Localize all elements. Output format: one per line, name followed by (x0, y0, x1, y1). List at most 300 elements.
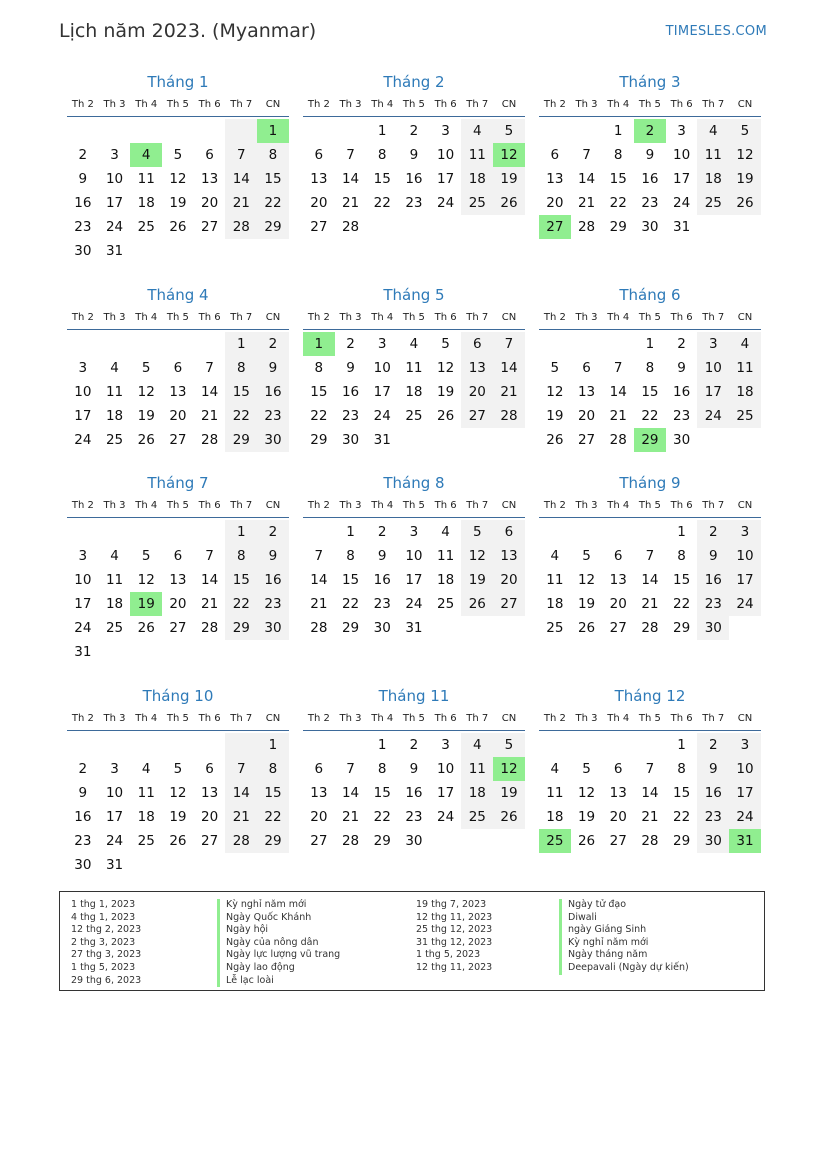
day-cell[interactable]: 26 (729, 191, 761, 215)
day-cell[interactable]: 25 (105, 432, 124, 448)
day-cell[interactable]: 28 (341, 833, 360, 849)
day-cell[interactable]: 25 (137, 833, 155, 849)
day-cell[interactable]: 1 (613, 123, 623, 139)
day-cell[interactable]: 7 (582, 147, 591, 163)
day-cell[interactable]: 6 (461, 332, 493, 356)
day-cell[interactable]: 15 (373, 785, 391, 801)
day-cell[interactable]: 10 (729, 544, 761, 568)
day-cell[interactable]: 26 (169, 833, 187, 849)
day-cell[interactable]: 18 (137, 809, 155, 825)
day-cell[interactable]: 26 (493, 805, 525, 829)
day-cell[interactable]: 6 (173, 548, 183, 564)
day-cell[interactable]: 29 (673, 620, 691, 636)
day-cell[interactable]: 15 (225, 380, 257, 404)
day-cell[interactable]: 6 (173, 360, 183, 376)
day-cell[interactable]: 20 (169, 596, 187, 612)
day-cell[interactable]: 27 (201, 219, 219, 235)
day-cell[interactable]: 21 (341, 809, 360, 825)
day-cell[interactable]: 29 (257, 829, 289, 853)
day-cell[interactable]: 23 (257, 592, 289, 616)
day-cell[interactable]: 13 (609, 785, 627, 801)
day-cell[interactable]: 20 (609, 596, 627, 612)
day-cell[interactable]: 9 (645, 147, 655, 163)
day-cell[interactable]: 12 (169, 171, 187, 187)
day-cell[interactable]: 30 (74, 243, 92, 259)
day-cell[interactable]: 30 (405, 833, 423, 849)
day-cell[interactable]: 27 (539, 215, 571, 239)
day-cell[interactable]: 25 (105, 620, 124, 636)
day-cell[interactable]: 25 (729, 404, 761, 428)
day-cell[interactable]: 11 (105, 572, 124, 588)
day-cell[interactable]: 11 (105, 384, 124, 400)
day-cell[interactable]: 11 (437, 548, 455, 564)
day-cell[interactable]: 16 (257, 380, 289, 404)
day-cell[interactable]: 18 (546, 809, 564, 825)
day-cell[interactable]: 22 (225, 404, 257, 428)
day-cell[interactable]: 19 (169, 195, 187, 211)
day-cell[interactable]: 17 (673, 171, 691, 187)
day-cell[interactable]: 8 (346, 548, 355, 564)
day-cell[interactable]: 25 (697, 191, 729, 215)
day-cell[interactable]: 11 (546, 572, 564, 588)
day-cell[interactable]: 24 (105, 833, 124, 849)
day-cell[interactable]: 30 (373, 620, 391, 636)
day-cell[interactable]: 19 (493, 167, 525, 191)
day-cell[interactable]: 8 (645, 360, 655, 376)
day-cell[interactable]: 10 (373, 360, 391, 376)
day-cell[interactable]: 13 (310, 785, 328, 801)
day-cell[interactable]: 12 (461, 544, 493, 568)
day-cell[interactable]: 30 (697, 616, 729, 640)
day-cell[interactable]: 17 (105, 809, 124, 825)
day-cell[interactable]: 26 (577, 833, 596, 849)
day-cell[interactable]: 1 (225, 520, 257, 544)
day-cell[interactable]: 3 (729, 520, 761, 544)
day-cell[interactable]: 21 (201, 408, 219, 424)
day-cell[interactable]: 22 (373, 809, 391, 825)
day-cell[interactable]: 9 (346, 360, 355, 376)
day-cell[interactable]: 26 (437, 408, 455, 424)
day-cell[interactable]: 18 (546, 596, 564, 612)
day-cell[interactable]: 15 (641, 384, 659, 400)
day-cell[interactable]: 16 (697, 781, 729, 805)
day-cell[interactable]: 5 (141, 360, 151, 376)
day-cell[interactable]: 12 (137, 572, 155, 588)
day-cell[interactable]: 2 (346, 336, 355, 352)
day-cell[interactable]: 9 (697, 544, 729, 568)
day-cell[interactable]: 14 (201, 384, 219, 400)
day-cell[interactable]: 17 (405, 572, 423, 588)
day-cell[interactable]: 8 (314, 360, 324, 376)
day-cell[interactable]: 23 (405, 195, 423, 211)
day-cell[interactable]: 5 (141, 548, 151, 564)
day-cell[interactable]: 9 (78, 171, 88, 187)
day-cell[interactable]: 14 (341, 171, 360, 187)
day-cell[interactable]: 5 (493, 733, 525, 757)
day-cell[interactable]: 25 (461, 805, 493, 829)
day-cell[interactable]: 7 (205, 360, 214, 376)
day-cell[interactable]: 18 (105, 596, 124, 612)
day-cell[interactable]: 20 (493, 568, 525, 592)
day-cell[interactable]: 13 (169, 384, 187, 400)
day-cell[interactable]: 8 (677, 761, 686, 777)
day-cell[interactable]: 12 (437, 360, 455, 376)
day-cell[interactable]: 4 (441, 524, 450, 540)
day-cell[interactable]: 26 (577, 620, 596, 636)
day-cell[interactable]: 29 (634, 428, 666, 452)
day-cell[interactable]: 5 (729, 119, 761, 143)
day-cell[interactable]: 8 (377, 147, 387, 163)
day-cell[interactable]: 9 (697, 757, 729, 781)
day-cell[interactable]: 16 (405, 785, 423, 801)
day-cell[interactable]: 16 (673, 384, 691, 400)
day-cell[interactable]: 10 (697, 356, 729, 380)
day-cell[interactable]: 14 (609, 384, 627, 400)
day-cell[interactable]: 19 (546, 408, 564, 424)
day-cell[interactable]: 22 (609, 195, 627, 211)
day-cell[interactable]: 26 (169, 219, 187, 235)
day-cell[interactable]: 14 (225, 167, 257, 191)
day-cell[interactable]: 15 (673, 572, 691, 588)
day-cell[interactable]: 1 (257, 119, 289, 143)
day-cell[interactable]: 25 (137, 219, 155, 235)
day-cell[interactable]: 26 (137, 620, 155, 636)
day-cell[interactable]: 20 (169, 408, 187, 424)
day-cell[interactable]: 21 (341, 195, 360, 211)
day-cell[interactable]: 2 (78, 761, 88, 777)
day-cell[interactable]: 14 (225, 781, 257, 805)
day-cell[interactable]: 29 (673, 833, 691, 849)
day-cell[interactable]: 11 (137, 785, 155, 801)
day-cell[interactable]: 14 (577, 171, 596, 187)
day-cell[interactable]: 22 (257, 191, 289, 215)
day-cell[interactable]: 21 (641, 809, 659, 825)
day-cell[interactable]: 2 (697, 733, 729, 757)
day-cell[interactable]: 4 (461, 119, 493, 143)
day-cell[interactable]: 18 (137, 195, 155, 211)
day-cell[interactable]: 5 (493, 119, 525, 143)
day-cell[interactable]: 6 (314, 147, 324, 163)
day-cell[interactable]: 24 (729, 805, 761, 829)
day-cell[interactable]: 3 (78, 548, 88, 564)
day-cell[interactable]: 30 (257, 616, 289, 640)
day-cell[interactable]: 11 (697, 143, 729, 167)
day-cell[interactable]: 18 (405, 384, 423, 400)
day-cell[interactable]: 26 (546, 432, 564, 448)
day-cell[interactable]: 19 (130, 592, 162, 616)
day-cell[interactable]: 21 (225, 805, 257, 829)
day-cell[interactable]: 11 (461, 143, 493, 167)
day-cell[interactable]: 20 (310, 195, 328, 211)
day-cell[interactable]: 4 (729, 332, 761, 356)
day-cell[interactable]: 25 (546, 620, 564, 636)
day-cell[interactable]: 31 (673, 219, 691, 235)
day-cell[interactable]: 30 (697, 829, 729, 853)
day-cell[interactable]: 12 (729, 143, 761, 167)
day-cell[interactable]: 22 (373, 195, 391, 211)
day-cell[interactable]: 24 (437, 809, 455, 825)
day-cell[interactable]: 11 (546, 785, 564, 801)
day-cell[interactable]: 28 (225, 215, 257, 239)
day-cell[interactable]: 10 (729, 757, 761, 781)
site-link[interactable]: TIMESLES.COM (665, 24, 767, 39)
day-cell[interactable]: 18 (697, 167, 729, 191)
day-cell[interactable]: 3 (441, 123, 450, 139)
day-cell[interactable]: 24 (729, 592, 761, 616)
day-cell[interactable]: 5 (461, 520, 493, 544)
day-cell[interactable]: 18 (461, 781, 493, 805)
day-cell[interactable]: 26 (493, 191, 525, 215)
day-cell[interactable]: 11 (729, 356, 761, 380)
day-cell[interactable]: 12 (169, 785, 187, 801)
day-cell[interactable]: 12 (577, 785, 596, 801)
day-cell[interactable]: 5 (173, 147, 183, 163)
day-cell[interactable]: 22 (225, 592, 257, 616)
day-cell[interactable]: 12 (493, 757, 525, 781)
day-cell[interactable]: 16 (74, 195, 92, 211)
day-cell[interactable]: 21 (310, 596, 328, 612)
day-cell[interactable]: 17 (437, 785, 455, 801)
day-cell[interactable]: 28 (201, 432, 219, 448)
day-cell[interactable]: 10 (74, 572, 92, 588)
day-cell[interactable]: 10 (437, 761, 455, 777)
day-cell[interactable]: 20 (546, 195, 564, 211)
day-cell[interactable]: 4 (110, 548, 119, 564)
day-cell[interactable]: 27 (609, 620, 627, 636)
day-cell[interactable]: 12 (493, 143, 525, 167)
day-cell[interactable]: 18 (105, 408, 124, 424)
day-cell[interactable]: 25 (405, 408, 423, 424)
day-cell[interactable]: 2 (78, 147, 88, 163)
day-cell[interactable]: 31 (105, 243, 124, 259)
day-cell[interactable]: 28 (641, 833, 659, 849)
day-cell[interactable]: 13 (546, 171, 564, 187)
day-cell[interactable]: 25 (437, 596, 455, 612)
day-cell[interactable]: 28 (609, 432, 627, 448)
day-cell[interactable]: 2 (409, 123, 419, 139)
day-cell[interactable]: 16 (405, 171, 423, 187)
day-cell[interactable]: 29 (257, 215, 289, 239)
day-cell[interactable]: 2 (697, 520, 729, 544)
day-cell[interactable]: 3 (729, 733, 761, 757)
day-cell[interactable]: 15 (341, 572, 360, 588)
day-cell[interactable]: 1 (645, 336, 655, 352)
day-cell[interactable]: 13 (310, 171, 328, 187)
day-cell[interactable]: 13 (201, 785, 219, 801)
day-cell[interactable]: 21 (609, 408, 627, 424)
day-cell[interactable]: 14 (641, 572, 659, 588)
day-cell[interactable]: 17 (74, 408, 92, 424)
day-cell[interactable]: 6 (205, 147, 214, 163)
day-cell[interactable]: 17 (437, 171, 455, 187)
day-cell[interactable]: 7 (314, 548, 324, 564)
day-cell[interactable]: 26 (137, 432, 155, 448)
day-cell[interactable]: 28 (493, 404, 525, 428)
day-cell[interactable]: 20 (577, 408, 596, 424)
day-cell[interactable]: 28 (641, 620, 659, 636)
day-cell[interactable]: 31 (74, 644, 92, 660)
day-cell[interactable]: 21 (201, 596, 219, 612)
day-cell[interactable]: 30 (74, 857, 92, 873)
day-cell[interactable]: 28 (310, 620, 328, 636)
day-cell[interactable]: 28 (201, 620, 219, 636)
day-cell[interactable]: 7 (225, 757, 257, 781)
day-cell[interactable]: 7 (613, 360, 623, 376)
day-cell[interactable]: 12 (137, 384, 155, 400)
day-cell[interactable]: 9 (409, 147, 419, 163)
day-cell[interactable]: 3 (697, 332, 729, 356)
day-cell[interactable]: 12 (577, 572, 596, 588)
day-cell[interactable]: 24 (105, 219, 124, 235)
day-cell[interactable]: 3 (441, 737, 450, 753)
day-cell[interactable]: 4 (697, 119, 729, 143)
day-cell[interactable]: 19 (493, 781, 525, 805)
day-cell[interactable]: 7 (645, 761, 655, 777)
day-cell[interactable]: 23 (673, 408, 691, 424)
day-cell[interactable]: 19 (137, 408, 155, 424)
day-cell[interactable]: 1 (377, 737, 387, 753)
day-cell[interactable]: 24 (697, 404, 729, 428)
day-cell[interactable]: 1 (346, 524, 355, 540)
day-cell[interactable]: 30 (641, 219, 659, 235)
day-cell[interactable]: 19 (461, 568, 493, 592)
day-cell[interactable]: 23 (341, 408, 360, 424)
day-cell[interactable]: 20 (310, 809, 328, 825)
day-cell[interactable]: 20 (201, 809, 219, 825)
day-cell[interactable]: 4 (409, 336, 419, 352)
day-cell[interactable]: 22 (310, 408, 328, 424)
day-cell[interactable]: 3 (78, 360, 88, 376)
day-cell[interactable]: 2 (377, 524, 387, 540)
day-cell[interactable]: 11 (461, 757, 493, 781)
day-cell[interactable]: 6 (550, 147, 560, 163)
day-cell[interactable]: 31 (405, 620, 423, 636)
day-cell[interactable]: 29 (225, 428, 257, 452)
day-cell[interactable]: 27 (609, 833, 627, 849)
day-cell[interactable]: 8 (225, 544, 257, 568)
day-cell[interactable]: 7 (493, 332, 525, 356)
day-cell[interactable]: 22 (341, 596, 360, 612)
day-cell[interactable]: 30 (673, 432, 691, 448)
day-cell[interactable]: 2 (634, 119, 666, 143)
day-cell[interactable]: 21 (577, 195, 596, 211)
day-cell[interactable]: 15 (257, 167, 289, 191)
day-cell[interactable]: 11 (405, 360, 423, 376)
day-cell[interactable]: 24 (673, 195, 691, 211)
day-cell[interactable]: 27 (169, 620, 187, 636)
day-cell[interactable]: 14 (641, 785, 659, 801)
day-cell[interactable]: 8 (677, 548, 686, 564)
day-cell[interactable]: 27 (201, 833, 219, 849)
day-cell[interactable]: 2 (257, 520, 289, 544)
day-cell[interactable]: 26 (461, 592, 493, 616)
day-cell[interactable]: 4 (130, 143, 162, 167)
day-cell[interactable]: 14 (341, 785, 360, 801)
day-cell[interactable]: 23 (697, 592, 729, 616)
day-cell[interactable]: 25 (461, 191, 493, 215)
day-cell[interactable]: 22 (673, 596, 691, 612)
day-cell[interactable]: 4 (550, 761, 560, 777)
day-cell[interactable]: 17 (729, 781, 761, 805)
day-cell[interactable]: 13 (577, 384, 596, 400)
day-cell[interactable]: 20 (201, 195, 219, 211)
day-cell[interactable]: 9 (78, 785, 88, 801)
day-cell[interactable]: 10 (405, 548, 423, 564)
day-cell[interactable]: 16 (257, 568, 289, 592)
day-cell[interactable]: 27 (310, 219, 328, 235)
day-cell[interactable]: 7 (205, 548, 214, 564)
day-cell[interactable]: 8 (257, 757, 289, 781)
day-cell[interactable]: 19 (169, 809, 187, 825)
day-cell[interactable]: 10 (673, 147, 691, 163)
day-cell[interactable]: 8 (257, 143, 289, 167)
day-cell[interactable]: 29 (609, 219, 627, 235)
day-cell[interactable]: 13 (493, 544, 525, 568)
day-cell[interactable]: 3 (409, 524, 419, 540)
day-cell[interactable]: 9 (377, 548, 387, 564)
day-cell[interactable]: 3 (110, 761, 119, 777)
day-cell[interactable]: 1 (377, 123, 387, 139)
day-cell[interactable]: 19 (577, 809, 596, 825)
day-cell[interactable]: 29 (225, 616, 257, 640)
day-cell[interactable]: 19 (437, 384, 455, 400)
day-cell[interactable]: 27 (461, 404, 493, 428)
day-cell[interactable]: 14 (493, 356, 525, 380)
day-cell[interactable]: 10 (437, 147, 455, 163)
day-cell[interactable]: 5 (550, 360, 560, 376)
day-cell[interactable]: 15 (373, 171, 391, 187)
day-cell[interactable]: 18 (461, 167, 493, 191)
day-cell[interactable]: 24 (373, 408, 391, 424)
day-cell[interactable]: 5 (441, 336, 450, 352)
day-cell[interactable]: 31 (105, 857, 124, 873)
day-cell[interactable]: 1 (257, 733, 289, 757)
day-cell[interactable]: 23 (74, 833, 92, 849)
day-cell[interactable]: 18 (729, 380, 761, 404)
day-cell[interactable]: 5 (582, 761, 591, 777)
day-cell[interactable]: 20 (461, 380, 493, 404)
day-cell[interactable]: 18 (437, 572, 455, 588)
day-cell[interactable]: 10 (105, 785, 124, 801)
day-cell[interactable]: 17 (105, 195, 124, 211)
day-cell[interactable]: 7 (645, 548, 655, 564)
day-cell[interactable]: 6 (582, 360, 591, 376)
day-cell[interactable]: 27 (169, 432, 187, 448)
day-cell[interactable]: 31 (373, 432, 391, 448)
day-cell[interactable]: 10 (105, 171, 124, 187)
day-cell[interactable]: 24 (74, 620, 92, 636)
day-cell[interactable]: 8 (225, 356, 257, 380)
day-cell[interactable]: 17 (373, 384, 391, 400)
day-cell[interactable]: 14 (310, 572, 328, 588)
day-cell[interactable]: 16 (697, 568, 729, 592)
day-cell[interactable]: 6 (493, 520, 525, 544)
day-cell[interactable]: 16 (641, 171, 659, 187)
day-cell[interactable]: 23 (405, 809, 423, 825)
day-cell[interactable]: 13 (169, 572, 187, 588)
day-cell[interactable]: 7 (346, 147, 355, 163)
day-cell[interactable]: 11 (137, 171, 155, 187)
day-cell[interactable]: 27 (577, 432, 596, 448)
day-cell[interactable]: 15 (609, 171, 627, 187)
day-cell[interactable]: 5 (173, 761, 183, 777)
day-cell[interactable]: 21 (225, 191, 257, 215)
day-cell[interactable]: 9 (409, 761, 419, 777)
day-cell[interactable]: 19 (729, 167, 761, 191)
day-cell[interactable]: 9 (677, 360, 686, 376)
day-cell[interactable]: 14 (201, 572, 219, 588)
day-cell[interactable]: 16 (373, 572, 391, 588)
